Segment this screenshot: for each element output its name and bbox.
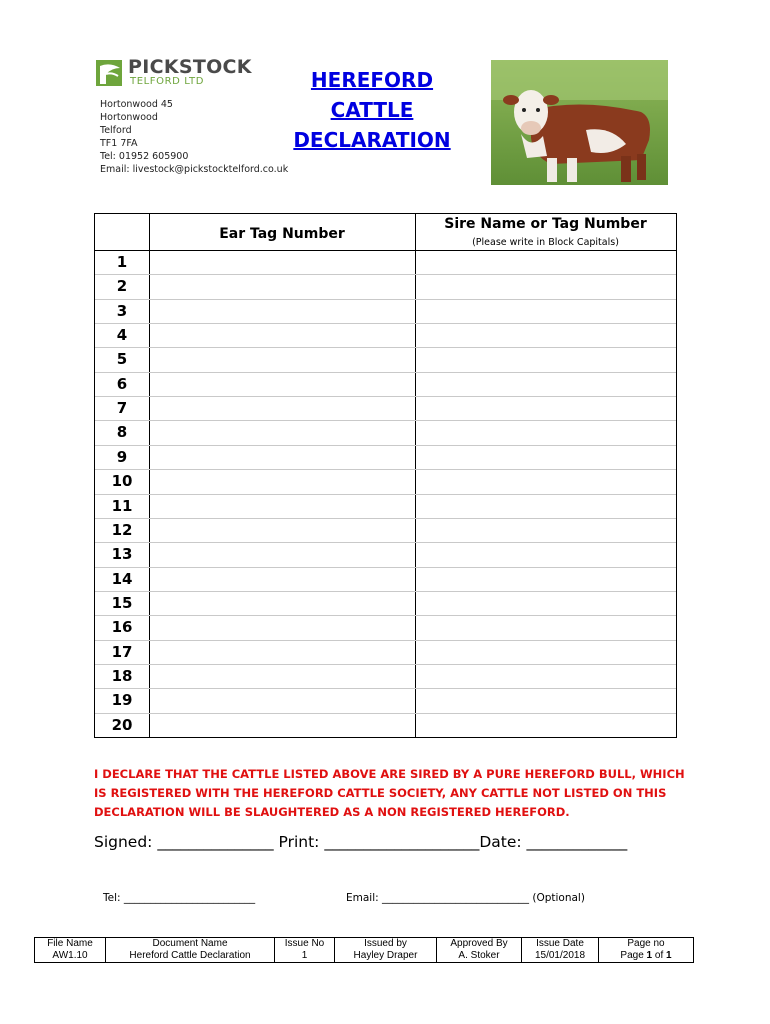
ear-tag-cell[interactable] (150, 665, 414, 688)
ear-tag-cell[interactable] (150, 275, 414, 298)
footer-page-number (599, 950, 694, 963)
sire-cell[interactable] (416, 495, 676, 518)
declaration-line: DECLARATION WILL BE SLAUGHTERED AS A NON REGISTERED HEREFORD. (94, 805, 570, 819)
sire-cell[interactable] (416, 665, 676, 688)
row-number: 10 (111, 472, 133, 491)
declaration-line: IS REGISTERED WITH THE HEREFORD CATTLE SOCIETY, ANY CATTLE NOT LISTED ON THIS (94, 786, 667, 800)
ear-tag-cell[interactable] (150, 300, 414, 323)
ear-tag-cell[interactable] (150, 592, 414, 615)
sire-cell[interactable] (416, 348, 676, 371)
footer-value: 15/01/2018 (522, 950, 599, 963)
address-line: Hortonwood 45 (100, 99, 173, 110)
declaration-line: I DECLARE THAT THE CATTLE LISTED ABOVE ARE SIRED BY A PURE HEREFORD BULL, WHICH (94, 767, 685, 781)
row-number: 11 (111, 496, 133, 515)
column-header-sire-note: (Please write in Block Capitals) (472, 237, 619, 248)
sire-cell[interactable] (416, 543, 676, 566)
company-phone: Tel: 01952 605900 (100, 151, 189, 162)
page-title: CATTLE (330, 98, 414, 122)
company-name: PICKSTOCK (128, 56, 252, 78)
ear-tag-cell[interactable] (150, 397, 414, 420)
ear-tag-cell[interactable] (150, 543, 414, 566)
column-header-ear-tag: Ear Tag Number (219, 226, 345, 242)
footer-value: A. Stoker (437, 950, 522, 963)
ear-tag-cell[interactable] (150, 470, 414, 493)
page-current: 1 (646, 950, 653, 961)
footer-header: Page no (599, 938, 694, 951)
row-number: 8 (116, 423, 128, 442)
sire-cell[interactable] (416, 446, 676, 469)
row-number: 14 (111, 569, 133, 588)
row-number: 7 (116, 399, 128, 418)
sire-cell[interactable] (416, 616, 676, 639)
row-number: 13 (111, 545, 133, 564)
footer-value: Hayley Draper (335, 950, 437, 963)
row-number: 16 (111, 618, 133, 637)
row-number: 12 (111, 520, 133, 539)
footer-value: 1 (275, 950, 335, 963)
logo-leaf-icon (96, 58, 126, 88)
ear-tag-cell[interactable] (150, 689, 414, 712)
row-number: 3 (116, 301, 128, 320)
ear-tag-cell[interactable] (150, 568, 414, 591)
page-mid: of (652, 950, 667, 961)
footer-value: AW1.10 (35, 950, 106, 963)
row-number: 18 (111, 666, 133, 685)
footer-header: Issue Date (522, 938, 599, 951)
address-line: Telford (100, 125, 132, 136)
page-title: DECLARATION (293, 128, 451, 152)
sire-cell[interactable] (416, 251, 676, 274)
page-prefix: Page (620, 950, 647, 961)
footer-header: Issued by (335, 938, 437, 951)
sire-cell[interactable] (416, 592, 676, 615)
footer-header: File Name (35, 938, 106, 951)
ear-tag-cell[interactable] (150, 446, 414, 469)
sire-cell[interactable] (416, 373, 676, 396)
sire-cell[interactable] (416, 689, 676, 712)
footer-value: Hereford Cattle Declaration (106, 950, 275, 963)
sire-cell[interactable] (416, 324, 676, 347)
row-number: 2 (116, 277, 128, 296)
row-number: 20 (111, 715, 133, 734)
sire-cell[interactable] (416, 397, 676, 420)
ear-tag-cell[interactable] (150, 714, 414, 737)
sire-cell[interactable] (416, 275, 676, 298)
company-email: Email: livestock@pickstocktelford.co.uk (100, 164, 289, 175)
ear-tag-cell[interactable] (150, 641, 414, 664)
row-number: 1 (116, 253, 128, 271)
ear-tag-cell[interactable] (150, 421, 414, 444)
ear-tag-cell[interactable] (150, 324, 414, 347)
row-number: 6 (116, 374, 128, 393)
row-number: 5 (116, 350, 128, 369)
sire-cell[interactable] (416, 470, 676, 493)
row-number: 9 (116, 447, 128, 466)
sire-cell[interactable] (416, 519, 676, 542)
tel-field[interactable]: Tel: _________________________ (103, 892, 256, 904)
row-number: 19 (111, 691, 133, 710)
hereford-cow-photo (491, 60, 668, 185)
company-logo (96, 58, 256, 90)
signature-line[interactable]: Signed: _______________ Print: ____________________Date: _____________ (94, 833, 628, 851)
page-title: HEREFORD (310, 68, 434, 92)
company-sub: TELFORD LTD (130, 76, 205, 87)
footer-header: Issue No (275, 938, 335, 951)
footer-header: Approved By (437, 938, 522, 951)
ear-tag-cell[interactable] (150, 251, 414, 274)
cattle-table (94, 213, 677, 738)
sire-cell[interactable] (416, 568, 676, 591)
ear-tag-cell[interactable] (150, 495, 414, 518)
ear-tag-cell[interactable] (150, 348, 414, 371)
footer-header: Document Name (106, 938, 275, 951)
sire-cell[interactable] (416, 641, 676, 664)
row-number: 4 (116, 326, 128, 345)
page-total: 1 (666, 950, 672, 961)
column-header-sire: Sire Name or Tag Number (444, 216, 647, 232)
document-control-table (34, 937, 694, 963)
ear-tag-cell[interactable] (150, 616, 414, 639)
ear-tag-cell[interactable] (150, 519, 414, 542)
sire-cell[interactable] (416, 421, 676, 444)
sire-cell[interactable] (416, 714, 676, 737)
row-number: 17 (111, 642, 133, 661)
row-number: 15 (111, 593, 133, 612)
address-line: Hortonwood (100, 112, 158, 123)
sire-cell[interactable] (416, 300, 676, 323)
ear-tag-cell[interactable] (150, 373, 414, 396)
address-line: TF1 7FA (100, 138, 138, 149)
email-field[interactable]: Email: ____________________________ (Optional) (346, 892, 585, 904)
declaration-text (94, 765, 694, 822)
